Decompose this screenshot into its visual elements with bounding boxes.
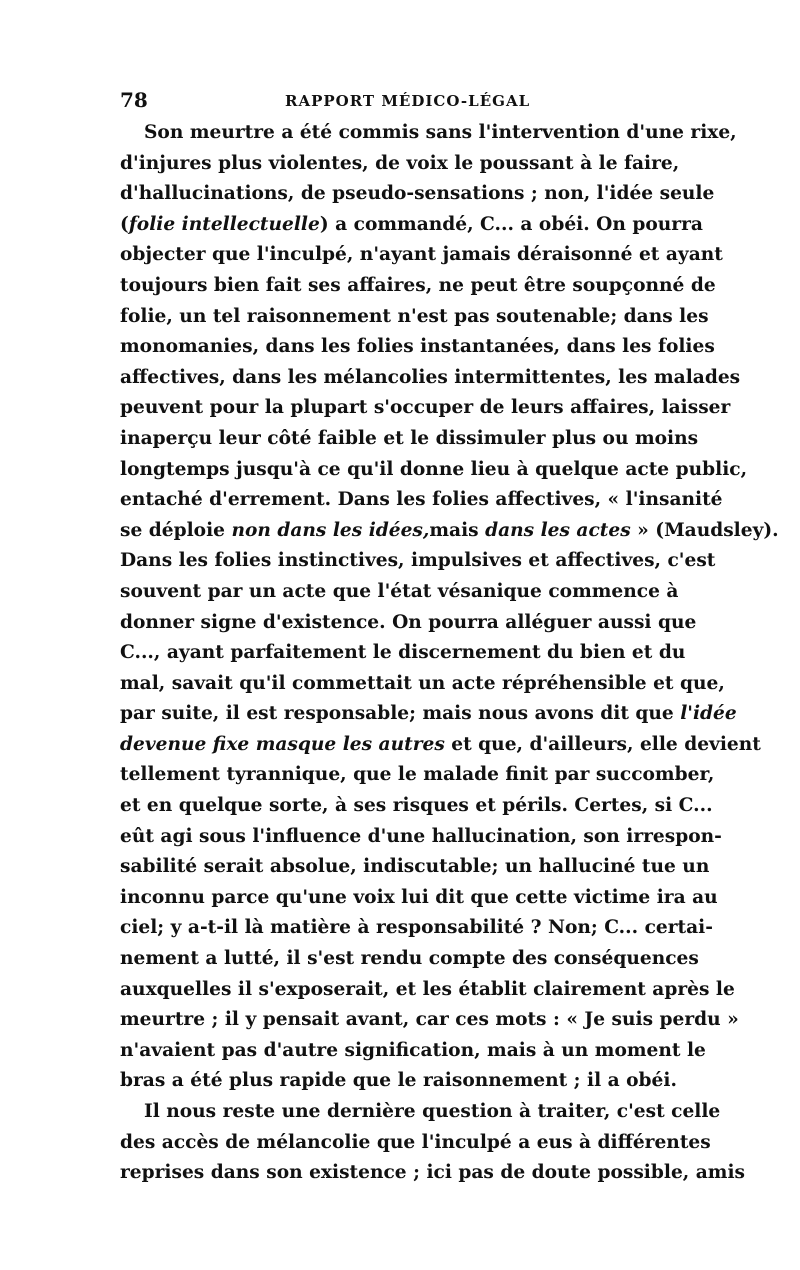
italic-segment: l'idée <box>680 703 737 725</box>
text-line: Dans les folies instinctives, impulsives et affectives, c'est <box>120 550 716 572</box>
text-line: eût agi sous l'influence d'une hallucination, son irrespon- <box>120 825 722 847</box>
text-line: et en quelque sorte, à ses risques et périls. Certes, si C... <box>120 795 713 817</box>
text-line <box>120 210 703 241</box>
text-line <box>120 730 761 761</box>
text-line: affectives, dans les mélancolies intermittentes, les malades <box>120 366 741 388</box>
text-line: folie, un tel raisonnement n'est pas soutenable; dans les <box>120 305 709 327</box>
text-line: Son meurtre a été commis sans l'intervention d'une rixe, <box>144 122 737 143</box>
body-text <box>120 118 779 1189</box>
text-segment: par suite, il est responsable; mais nous avons dit que <box>120 703 681 725</box>
text-segment: et que, d'ailleurs, elle devient <box>444 733 761 755</box>
text-line: tellement tyrannique, que le malade finit par succomber, <box>120 764 715 786</box>
italic-segment: devenue fixe masque les autres <box>120 733 445 755</box>
text-line: reprises dans son existence ; ici pas de doute possible, amis <box>120 1162 745 1184</box>
text-line: souvent par un acte que l'état vésanique commence à <box>120 580 679 602</box>
text-line: inconnu parce qu'une voix lui dit que cette victime ira au <box>120 886 718 908</box>
italic-segment: folie intellectuelle <box>128 213 320 235</box>
text-line: mal, savait qu'il commettait un acte répréhensible et que, <box>120 672 725 694</box>
text-line: inaperçu leur côté faible et le dissimuler plus ou moins <box>120 427 699 449</box>
text-line: longtemps jusqu'à ce qu'il donne lieu à quelque acte public, <box>120 458 748 480</box>
text-line: n'avaient pas d'autre signification, mais à un moment le <box>120 1039 706 1061</box>
text-segment: ) a commandé, C... a obéi. On pourra <box>319 213 703 235</box>
text-line: monomanies, dans les folies instantanées, dans les folies <box>120 336 715 358</box>
text-line: des accès de mélancolie que l'inculpé a eus à différentes <box>120 1131 711 1153</box>
text-line: peuvent pour la plupart s'occuper de leurs affaires, laisser <box>120 397 731 419</box>
text-segment: se déploie <box>120 519 232 541</box>
italic-segment: dans les actes <box>485 519 631 541</box>
text-segment: ( <box>120 213 129 235</box>
text-line: toujours bien fait ses affaires, ne peut être soupçonné de <box>120 274 716 296</box>
text-line: ciel; y a-t-il là matière à responsabilité ? Non; C... certai- <box>120 917 713 939</box>
italic-segment: non dans les idées, <box>231 519 430 541</box>
text-line: auxquelles il s'exposerait, et les établit clairement après le <box>120 978 735 1000</box>
text-segment: mais <box>429 519 486 541</box>
text-line: meurtre ; il y pensait avant, car ces mots : « Je suis perdu » <box>120 1009 739 1031</box>
text-line: d'hallucinations, de pseudo-sensations ; non, l'idée seule <box>120 183 715 205</box>
text-segment: » (Maudsley). <box>630 519 779 541</box>
text-line: C..., ayant parfaitement le discernement du bien et du <box>120 642 686 664</box>
text-line: entaché d'errement. Dans les folies affectives, « l'insanité <box>120 489 723 511</box>
text-line <box>120 699 737 730</box>
running-head: RAPPORT MÉDICO-LÉGAL <box>285 92 531 110</box>
text-line: Il nous reste une dernière question à traiter, c'est celle <box>144 1101 721 1122</box>
text-line: sabilité serait absolue, indiscutable; un halluciné tue un <box>120 856 710 878</box>
text-line: nement a lutté, il s'est rendu compte des conséquences <box>120 948 699 970</box>
text-line: d'injures plus violentes, de voix le poussant à le faire, <box>120 152 680 174</box>
text-line: donner signe d'existence. On pourra alléguer aussi que <box>120 611 697 633</box>
text-line: objecter que l'inculpé, n'ayant jamais déraisonné et ayant <box>120 244 723 266</box>
page-number: 78 <box>120 88 148 112</box>
text-line <box>120 516 779 547</box>
text-line: bras a été plus rapide que le raisonnement ; il a obéi. <box>120 1070 677 1092</box>
